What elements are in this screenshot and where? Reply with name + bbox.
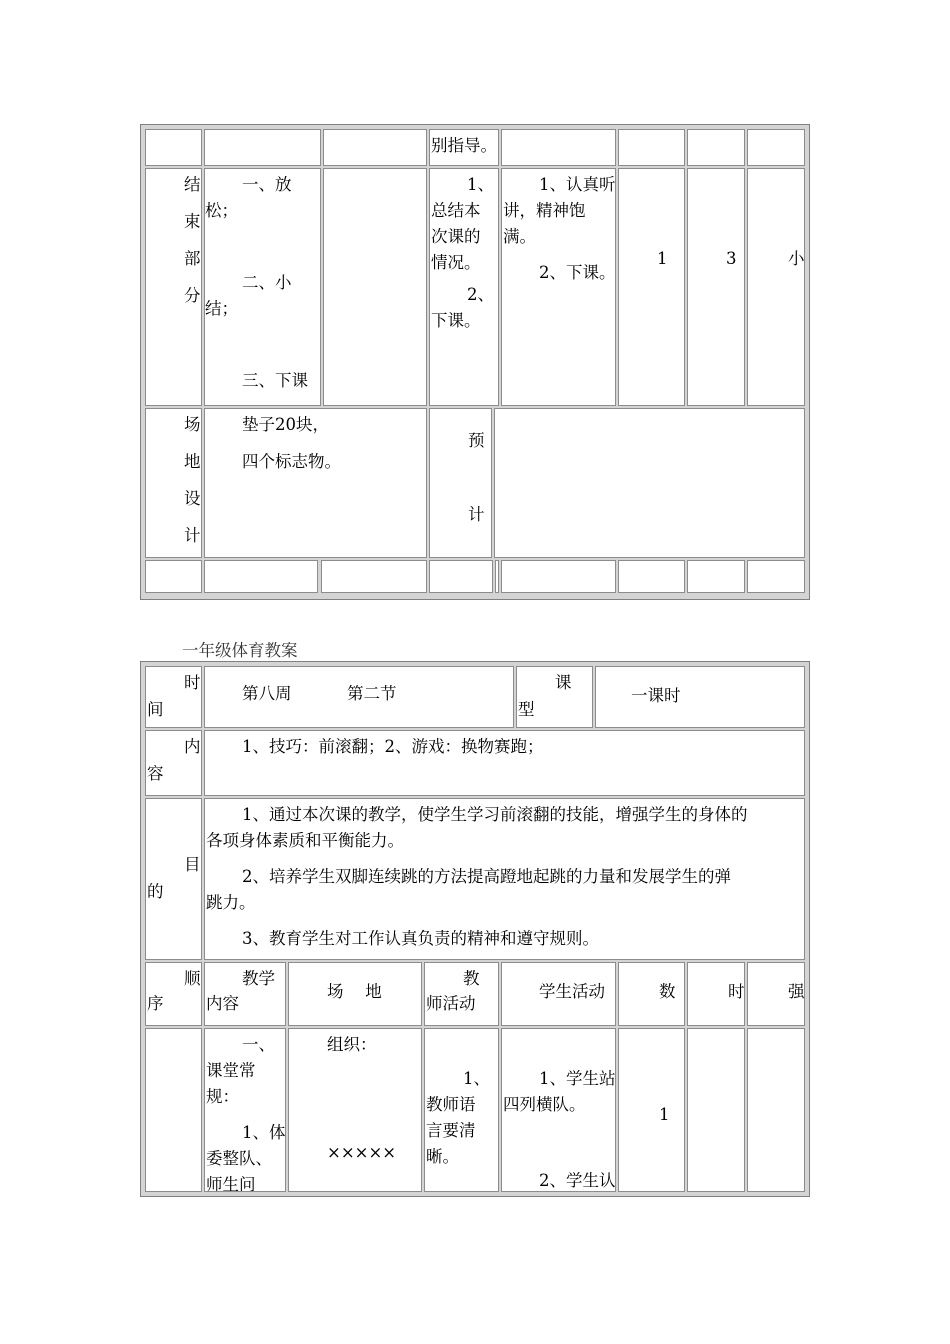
row1-content-line: 师生问 [206,1175,256,1192]
end-count: 1 [657,249,668,268]
t1-r4-c2 [204,560,318,593]
row1-time [687,1028,745,1192]
end-section-venue [323,168,427,406]
end-label-char: 分 [184,286,201,305]
time-label [145,666,202,728]
header-intensity [747,962,805,1026]
estimate-value [494,408,805,558]
end-teacher-line: 2、 [467,285,494,304]
type-label-bottom: 型 [518,700,535,719]
time-value [204,666,514,728]
row1-student-line: 2、学生认 [539,1171,616,1190]
type-label-top: 课 [555,673,572,692]
row1-teacher-line: 教师语 [426,1095,476,1114]
header-count-text: 数 [659,982,676,1001]
t1-r1-teacher [429,129,499,166]
end-item: 三、下课 [242,371,308,390]
goal-line: 1、通过本次课的教学，使学生学习前滚翻的技能，增强学生的身体的 [242,805,748,824]
row1-order [145,1028,202,1192]
end-item: 松； [205,201,238,220]
end-teacher-line: 1、 [467,175,494,194]
t1-r4-c8 [687,560,745,593]
row1-count-text: 1 [659,1105,670,1124]
row1-intensity [747,1028,805,1192]
header-order [145,962,202,1026]
end-section-intensity [747,168,805,406]
type-label [516,666,593,728]
venue-label-char: 计 [184,526,201,545]
header-time [687,962,745,1026]
estimate-char: 预 [468,431,485,450]
row1-count [618,1028,685,1192]
row1-content-line: 委整队、 [206,1149,272,1168]
header-order-top: 顺 [184,969,201,988]
t1-r1-c7 [687,129,745,166]
goal-label-top: 目 [184,855,201,874]
end-item: 结； [205,299,238,318]
lesson-table-continued [140,124,810,600]
end-label-char: 束 [184,212,201,231]
end-teacher-line: 下课。 [431,311,481,330]
end-section-label [145,168,202,406]
goal-value [204,798,805,960]
row1-content-line: 一、 [242,1035,275,1054]
end-section-count [618,168,685,406]
t1-r4-c9 [747,560,805,593]
end-section-time [687,168,745,406]
goal-line: 各项身体素质和平衡能力。 [206,831,404,850]
t1-r4-c5 [495,560,499,593]
end-student-line: 1、认真听 [539,175,616,194]
row1-content-line: 1、体 [242,1123,286,1142]
end-label-char: 结 [184,175,201,194]
header-content-top: 教学 [242,969,275,988]
row1-teacher-line: 晰。 [426,1147,459,1166]
end-label-char: 部 [184,249,201,268]
t1-r4-c1 [145,560,202,593]
venue-label-char: 场 [184,415,201,434]
venue-label-char: 地 [184,452,201,471]
end-teacher-line: 总结本 [431,201,481,220]
end-teacher-line: 次课的 [431,227,481,246]
content-value [204,730,805,796]
header-teacher-top: 教 [463,969,480,988]
row1-teacher [424,1028,499,1192]
row1-content-line: 课堂常 [206,1061,256,1080]
lesson-plan-table [140,661,810,1197]
header-venue [288,962,422,1026]
end-item: 二、小 [242,273,292,292]
row1-venue-formation: ××××× [327,1143,397,1162]
goal-line: 3、教育学生对工作认真负责的精神和遵守规则。 [242,929,599,948]
content-value-text: 1、技巧：前滚翻；2、游戏：换物赛跑； [242,737,544,756]
row1-content-line: 规： [206,1087,239,1106]
content-label-bottom: 容 [147,764,164,783]
teacher-guidance-text: 别指导。 [431,136,497,155]
venue-item: 垫子20块， [242,415,329,434]
row1-venue-org: 组织： [327,1035,377,1054]
end-teacher-line: 情况。 [431,253,481,272]
t1-r4-c7 [618,560,685,593]
t1-r4-c4 [429,560,493,593]
header-content-bottom: 内容 [206,994,239,1013]
week-text: 第八周 [242,684,292,703]
header-venue-text: 场 地 [327,982,382,1001]
header-teacher [424,962,499,1026]
end-section-items [204,168,321,406]
estimate-char: 计 [468,505,485,524]
end-student-line: 2、下课。 [539,263,616,282]
content-label [145,730,202,796]
venue-design-items [204,408,427,558]
end-section-student [501,168,616,406]
t1-r1-c6 [618,129,685,166]
goal-line: 2、培养学生双脚连续跳的方法提高蹬地起跳的力量和发展学生的弹 [242,867,731,886]
estimate-label [429,408,492,558]
time-label-top: 时 [184,673,201,692]
end-student-line: 满。 [503,227,536,246]
row1-student-line: 1、学生站 [539,1069,616,1088]
type-value [595,666,805,728]
t1-r1-c1 [145,129,202,166]
t1-r1-c2 [204,129,321,166]
end-student-line: 讲，精神饱 [503,201,586,220]
header-student [501,962,616,1026]
goal-label [145,798,202,960]
header-intensity-text: 强 [788,982,805,1001]
header-student-text: 学生活动 [539,982,605,1001]
end-section-teacher [429,168,499,406]
row1-teacher-line: 言要清 [426,1121,476,1140]
header-content [204,962,286,1026]
t1-r4-c6 [501,560,616,593]
row1-student [501,1028,616,1192]
t1-r1-c5 [501,129,616,166]
end-time: 3 [726,249,737,268]
venue-design-label [145,408,202,558]
venue-label-char: 设 [184,489,201,508]
row1-venue [288,1028,422,1192]
t1-r4-c3 [321,560,427,593]
section-text: 第二节 [347,684,397,703]
header-time-text: 时 [728,982,745,1001]
venue-item: 四个标志物。 [242,452,341,471]
content-label-top: 内 [184,737,201,756]
row1-student-line: 四列横队。 [503,1095,586,1114]
header-order-bottom: 序 [147,994,164,1013]
end-intensity: 小 [788,249,805,268]
time-label-bottom: 间 [147,700,164,719]
lesson-plan-caption: 一年级体育教案 [182,641,298,660]
end-item: 一、放 [242,175,292,194]
t1-r1-c3 [323,129,427,166]
row1-content [204,1028,286,1192]
goal-line: 跳力。 [206,893,256,912]
t1-r1-c8 [747,129,805,166]
row1-teacher-line: 1、 [463,1069,490,1088]
type-value-text: 一课时 [631,686,681,705]
goal-label-bottom: 的 [147,882,164,901]
header-teacher-bottom: 师活动 [426,994,476,1013]
header-count [618,962,685,1026]
